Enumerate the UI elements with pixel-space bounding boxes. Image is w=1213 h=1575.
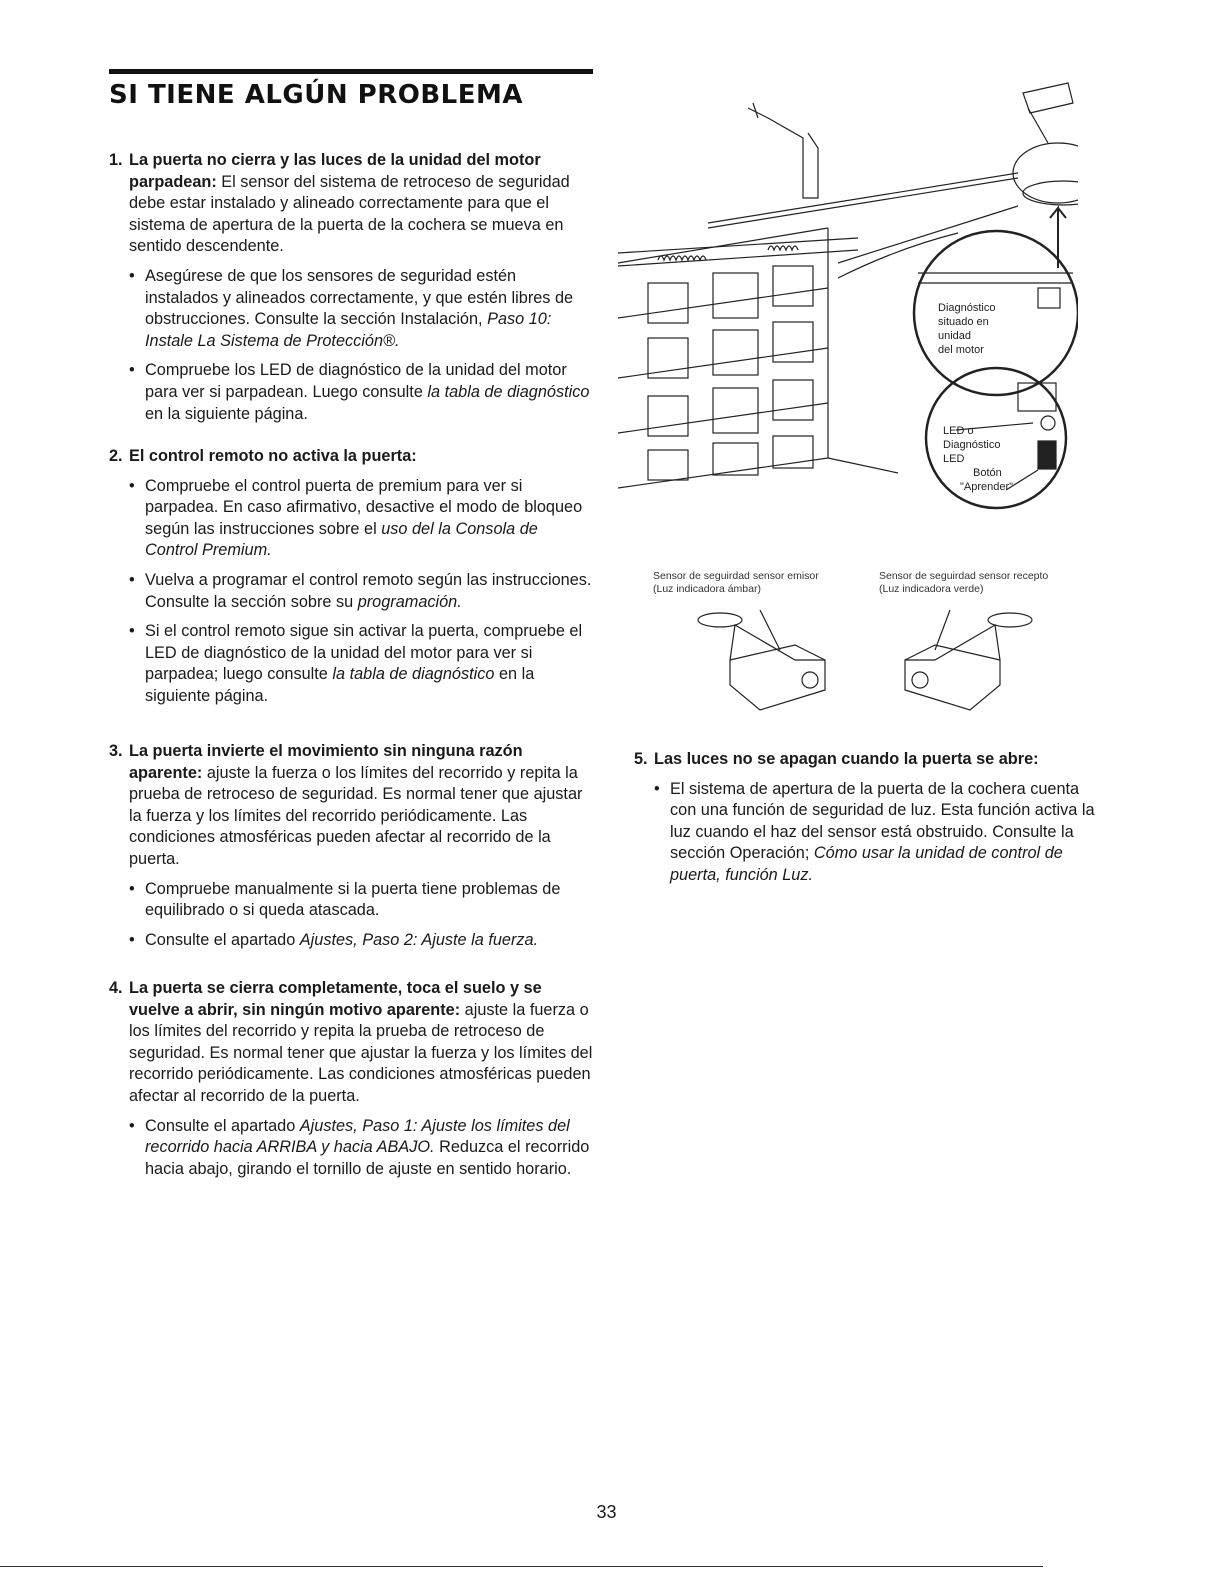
item-5-intro <box>634 749 1102 771</box>
item-5-bullet-1: • El sistema de apertura de la puerta de la cochera cuenta con una función de seguridad de luz. Esta función activa la luz cuando el haz del sensor está obstruido. Consulte la sección Operación; Cómo usar la unidad de control de puerta, función Luz. <box>654 779 1095 884</box>
item-3-number: 3. <box>109 742 123 760</box>
title-rule <box>109 69 593 74</box>
item-3-bullet-2: • Consulte el apartado Ajustes, Paso 2: Ajuste la fuerza. <box>109 930 593 952</box>
item-4-lead: La puerta se cierra completamente, toca el suelo y se vuelve a abrir, sin ningún motivo aparente: <box>129 979 542 1019</box>
callout-top-line-2: situado en <box>938 316 989 328</box>
item-1-intro <box>109 150 593 258</box>
item-2-bullet-1: • Compruebe el control puerta de premium para ver si parpadea. En caso afirmativo, desactive el modo de bloqueo según las instrucciones sobre el uso del la Consola de Control Premium. <box>129 476 583 560</box>
problem-item-3 <box>109 741 593 951</box>
torsion-spring-drawing <box>618 238 858 266</box>
callout-button-line-1: Botón <box>973 467 1002 479</box>
header-bracket-drawing <box>748 108 818 198</box>
bottom-rule <box>0 1566 1043 1567</box>
item-1-number: 1. <box>109 151 123 169</box>
item-1-lead: La puerta no cierra y las luces de la unidad del motor parpadean: <box>129 151 541 191</box>
bullet-icon: • <box>129 879 135 898</box>
bullet-icon: • <box>129 930 135 949</box>
sensor-emitter-caption: Sensor de seguirdad sensor emisor (Luz indicadora ámbar) <box>653 570 819 595</box>
ceiling-bracket-drawing <box>1023 83 1073 113</box>
sensor-receiver-caption: Sensor de seguirdad sensor recepto (Luz indicadora verde) <box>879 570 1049 595</box>
callout-top-line-1: Diagnóstico <box>938 302 996 314</box>
problem-item-1 <box>109 150 593 425</box>
callout-led-line-1: LED o <box>943 425 974 437</box>
garage-opener-illustration <box>618 78 1078 518</box>
item-2-intro <box>109 446 593 468</box>
item-4-text: ajuste la fuerza o los límites del recorrido y repita la prueba de retroceso de seguridad. Es normal tener que ajustar la fuerza y los límites del recorrido periódicamente. Las condiciones atmosféricas pueden afectar al recorrido de la puerta. <box>129 1000 593 1105</box>
bullet-icon: • <box>129 622 135 641</box>
item-4-intro <box>109 978 593 1108</box>
item-1-bullet-2: • Compruebe los LED de diagnóstico de la unidad del motor para ver si parpadean. Luego consulte la tabla de diagnóstico en la siguiente página. <box>129 361 590 423</box>
item-3-text: ajuste la fuerza o los límites del recorrido y repita la prueba de retroceso de seguridad. Es normal tener que ajustar la fuerza y los límites del recorrido periódicamente. Las condiciones atmosféricas pueden afectar al recorrido de la puerta. <box>129 763 583 868</box>
callout-top-line-3: unidad <box>938 330 972 342</box>
item-2-number: 2. <box>109 447 123 465</box>
sensor-receiver-drawing <box>905 610 1032 710</box>
item-4-number: 4. <box>109 979 123 997</box>
item-1-bullet-1: • Asegúrese de que los sensores de seguridad estén instalados y alineados correctamente, y que estén libres de obstrucciones. Consulte la sección Instalación, Paso 10: Instale La Sistema de Protección®. <box>129 266 574 350</box>
problem-item-2 <box>109 446 593 708</box>
item-5-number: 5. <box>634 750 648 768</box>
problem-item-5 <box>634 749 1102 887</box>
item-2-lead: El control remoto no activa la puerta: <box>129 447 417 465</box>
sensor-emitter-drawing <box>698 610 825 710</box>
safety-sensors-illustration <box>690 600 1080 720</box>
problem-item-4 <box>109 978 593 1180</box>
bullet-icon: • <box>129 1116 135 1135</box>
item-3-lead: La puerta invierte el movimiento sin ninguna razón aparente: <box>129 742 523 782</box>
bullet-icon: • <box>129 476 135 495</box>
bullet-icon: • <box>129 266 135 285</box>
callout-top-line-4: del motor <box>938 344 984 356</box>
item-4-bullet-1: • Consulte el apartado Ajustes, Paso 1: Ajuste los límites del recorrido hacia ARRIBA y hacia ABAJO. Reduzca el recorrido hacia abajo, girando el tornillo de ajuste en sentido horario. <box>129 1116 590 1178</box>
item-2-bullet-2: • Vuelva a programar el control remoto según las instrucciones. Consulte la sección sobre su programación. <box>129 570 592 611</box>
bullet-icon: • <box>129 570 135 589</box>
item-3-intro <box>109 741 593 871</box>
item-5-lead: Las luces no se apagan cuando la puerta se abre: <box>654 750 1039 768</box>
rail-drawing <box>708 173 1018 223</box>
callout-led-line-3: LED <box>943 453 965 465</box>
bullet-icon: • <box>654 779 660 798</box>
item-2-bullet-3: • Si el control remoto sigue sin activar la puerta, compruebe el LED de diagnóstico de la unidad del motor para ver si parpadea; luego consulte la tabla de diagnóstico en la siguiente página. <box>129 622 583 705</box>
item-3-bullet-1: • Compruebe manualmente si la puerta tiene problemas de equilibrado o si queda atascada. <box>129 879 561 920</box>
page-number: 33 <box>596 1502 617 1522</box>
item-1-text: El sensor del sistema de retroceso de seguridad debe estar instalado y alineado correctamente para que el sistema de apertura de la puerta de la cochera se mueva en sentido descendente. <box>129 172 570 256</box>
bullet-icon: • <box>129 361 135 380</box>
callout-button-line-2: "Aprender" <box>960 481 1014 493</box>
garage-door-drawing <box>618 228 898 488</box>
callout-led-line-2: Diagnóstico <box>943 439 1001 451</box>
page-title: SI TIENE ALGÚN PROBLEMA <box>109 80 523 110</box>
